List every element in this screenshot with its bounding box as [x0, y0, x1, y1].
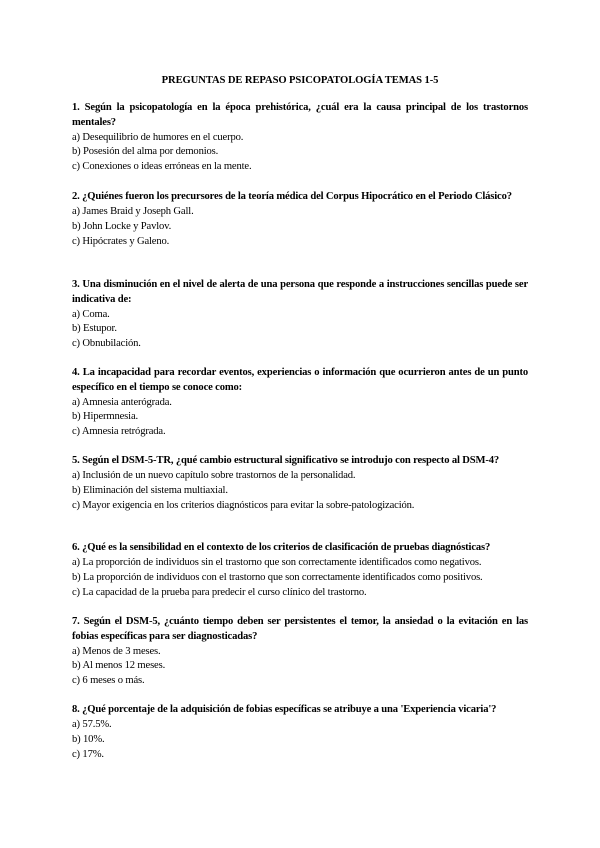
- question-5: [72, 454, 528, 513]
- answer-option-a: a) 57.5%.: [72, 719, 112, 731]
- answer-option-b: b) John Locke y Pavlov.: [72, 220, 172, 232]
- answer-option-c: c) La capacidad de la prueba para predecir el curso clínico del trastorno.: [72, 586, 367, 598]
- answer-option-a: a) La proporción de individuos sin el trastorno que son correctamente identificados como negativos.: [72, 557, 482, 569]
- answer-option-b: b) Al menos 12 meses.: [72, 660, 166, 672]
- answer-option-a: a) Desequilibrio de humores en el cuerpo.: [72, 131, 244, 143]
- question-text: 5. Según el DSM-5-TR, ¿qué cambio estructural significativo se introdujo con respecto al DSM-4?: [72, 455, 500, 466]
- answer-option-c: c) 6 meses o más.: [72, 675, 145, 687]
- answer-option-b: b) Eliminación del sistema multiaxial.: [72, 484, 228, 496]
- answer-option-b: b) Estupor.: [72, 323, 117, 335]
- question-text: 8. ¿Qué porcentaje de la adquisición de fobias específicas se atribuye a una 'Experiencia vicaria'?: [72, 704, 497, 715]
- answer-option-a: a) James Braid y Joseph Gall.: [72, 206, 194, 218]
- answer-option-c: c) 17%.: [72, 748, 104, 760]
- question-8: [72, 703, 528, 762]
- answer-option-c: c) Hipócrates y Galeno.: [72, 235, 170, 247]
- answer-option-c: c) Mayor exigencia en los criterios diagnósticos para evitar la sobre-patologización.: [72, 499, 415, 511]
- document-title: PREGUNTAS DE REPASO PSICOPATOLOGÍA TEMAS 1-5: [161, 75, 439, 86]
- answer-option-b: b) Hipermnesia.: [72, 411, 138, 423]
- answer-option-a: a) Inclusión de un nuevo capítulo sobre trastornos de la personalidad.: [72, 470, 356, 482]
- question-1: [72, 101, 528, 175]
- question-text: 4. La incapacidad para recordar eventos, experiencias o información que ocurrieron antes de un punto específico en el tiempo se conoce como:: [72, 367, 528, 393]
- question-text: 7. Según el DSM-5, ¿cuánto tiempo deben ser persistentes el temor, la ansiedad o la evitación en las fobias específicas para ser diagnosticadas?: [72, 616, 528, 642]
- answer-option-a: a) Amnesia anterógrada.: [72, 396, 172, 408]
- question-4: [72, 366, 528, 440]
- question-7: [72, 615, 528, 689]
- answer-option-a: a) Menos de 3 meses.: [72, 645, 161, 657]
- answer-option-c: c) Amnesia retrógrada.: [72, 426, 166, 438]
- question-6: [72, 541, 528, 600]
- answer-option-c: c) Conexiones o ideas erróneas en la mente.: [72, 161, 252, 173]
- document-page: [72, 0, 528, 848]
- answer-option-b: b) Posesión del alma por demonios.: [72, 146, 219, 158]
- answer-option-b: b) 10%.: [72, 733, 105, 745]
- answer-option-a: a) Coma.: [72, 308, 110, 320]
- answer-option-b: b) La proporción de individuos con el trastorno que son correctamente identificados como positivos.: [72, 571, 483, 583]
- answer-option-c: c) Obnubilación.: [72, 338, 141, 350]
- question-text: 2. ¿Quiénes fueron los precursores de la teoría médica del Corpus Hipocrático en el Periodo Clásico?: [72, 191, 512, 202]
- question-text: 6. ¿Qué es la sensibilidad en el contexto de los criterios de clasificación de pruebas diagnósticas?: [72, 542, 491, 553]
- question-text: 1. Según la psicopatología en la época prehistórica, ¿cuál era la causa principal de los trastornos mentales?: [72, 102, 528, 128]
- question-3: [72, 278, 528, 352]
- question-2: [72, 190, 528, 249]
- question-text: 3. Una disminución en el nivel de alerta de una persona que responde a instrucciones sencillas puede ser indicativa de:: [72, 279, 528, 305]
